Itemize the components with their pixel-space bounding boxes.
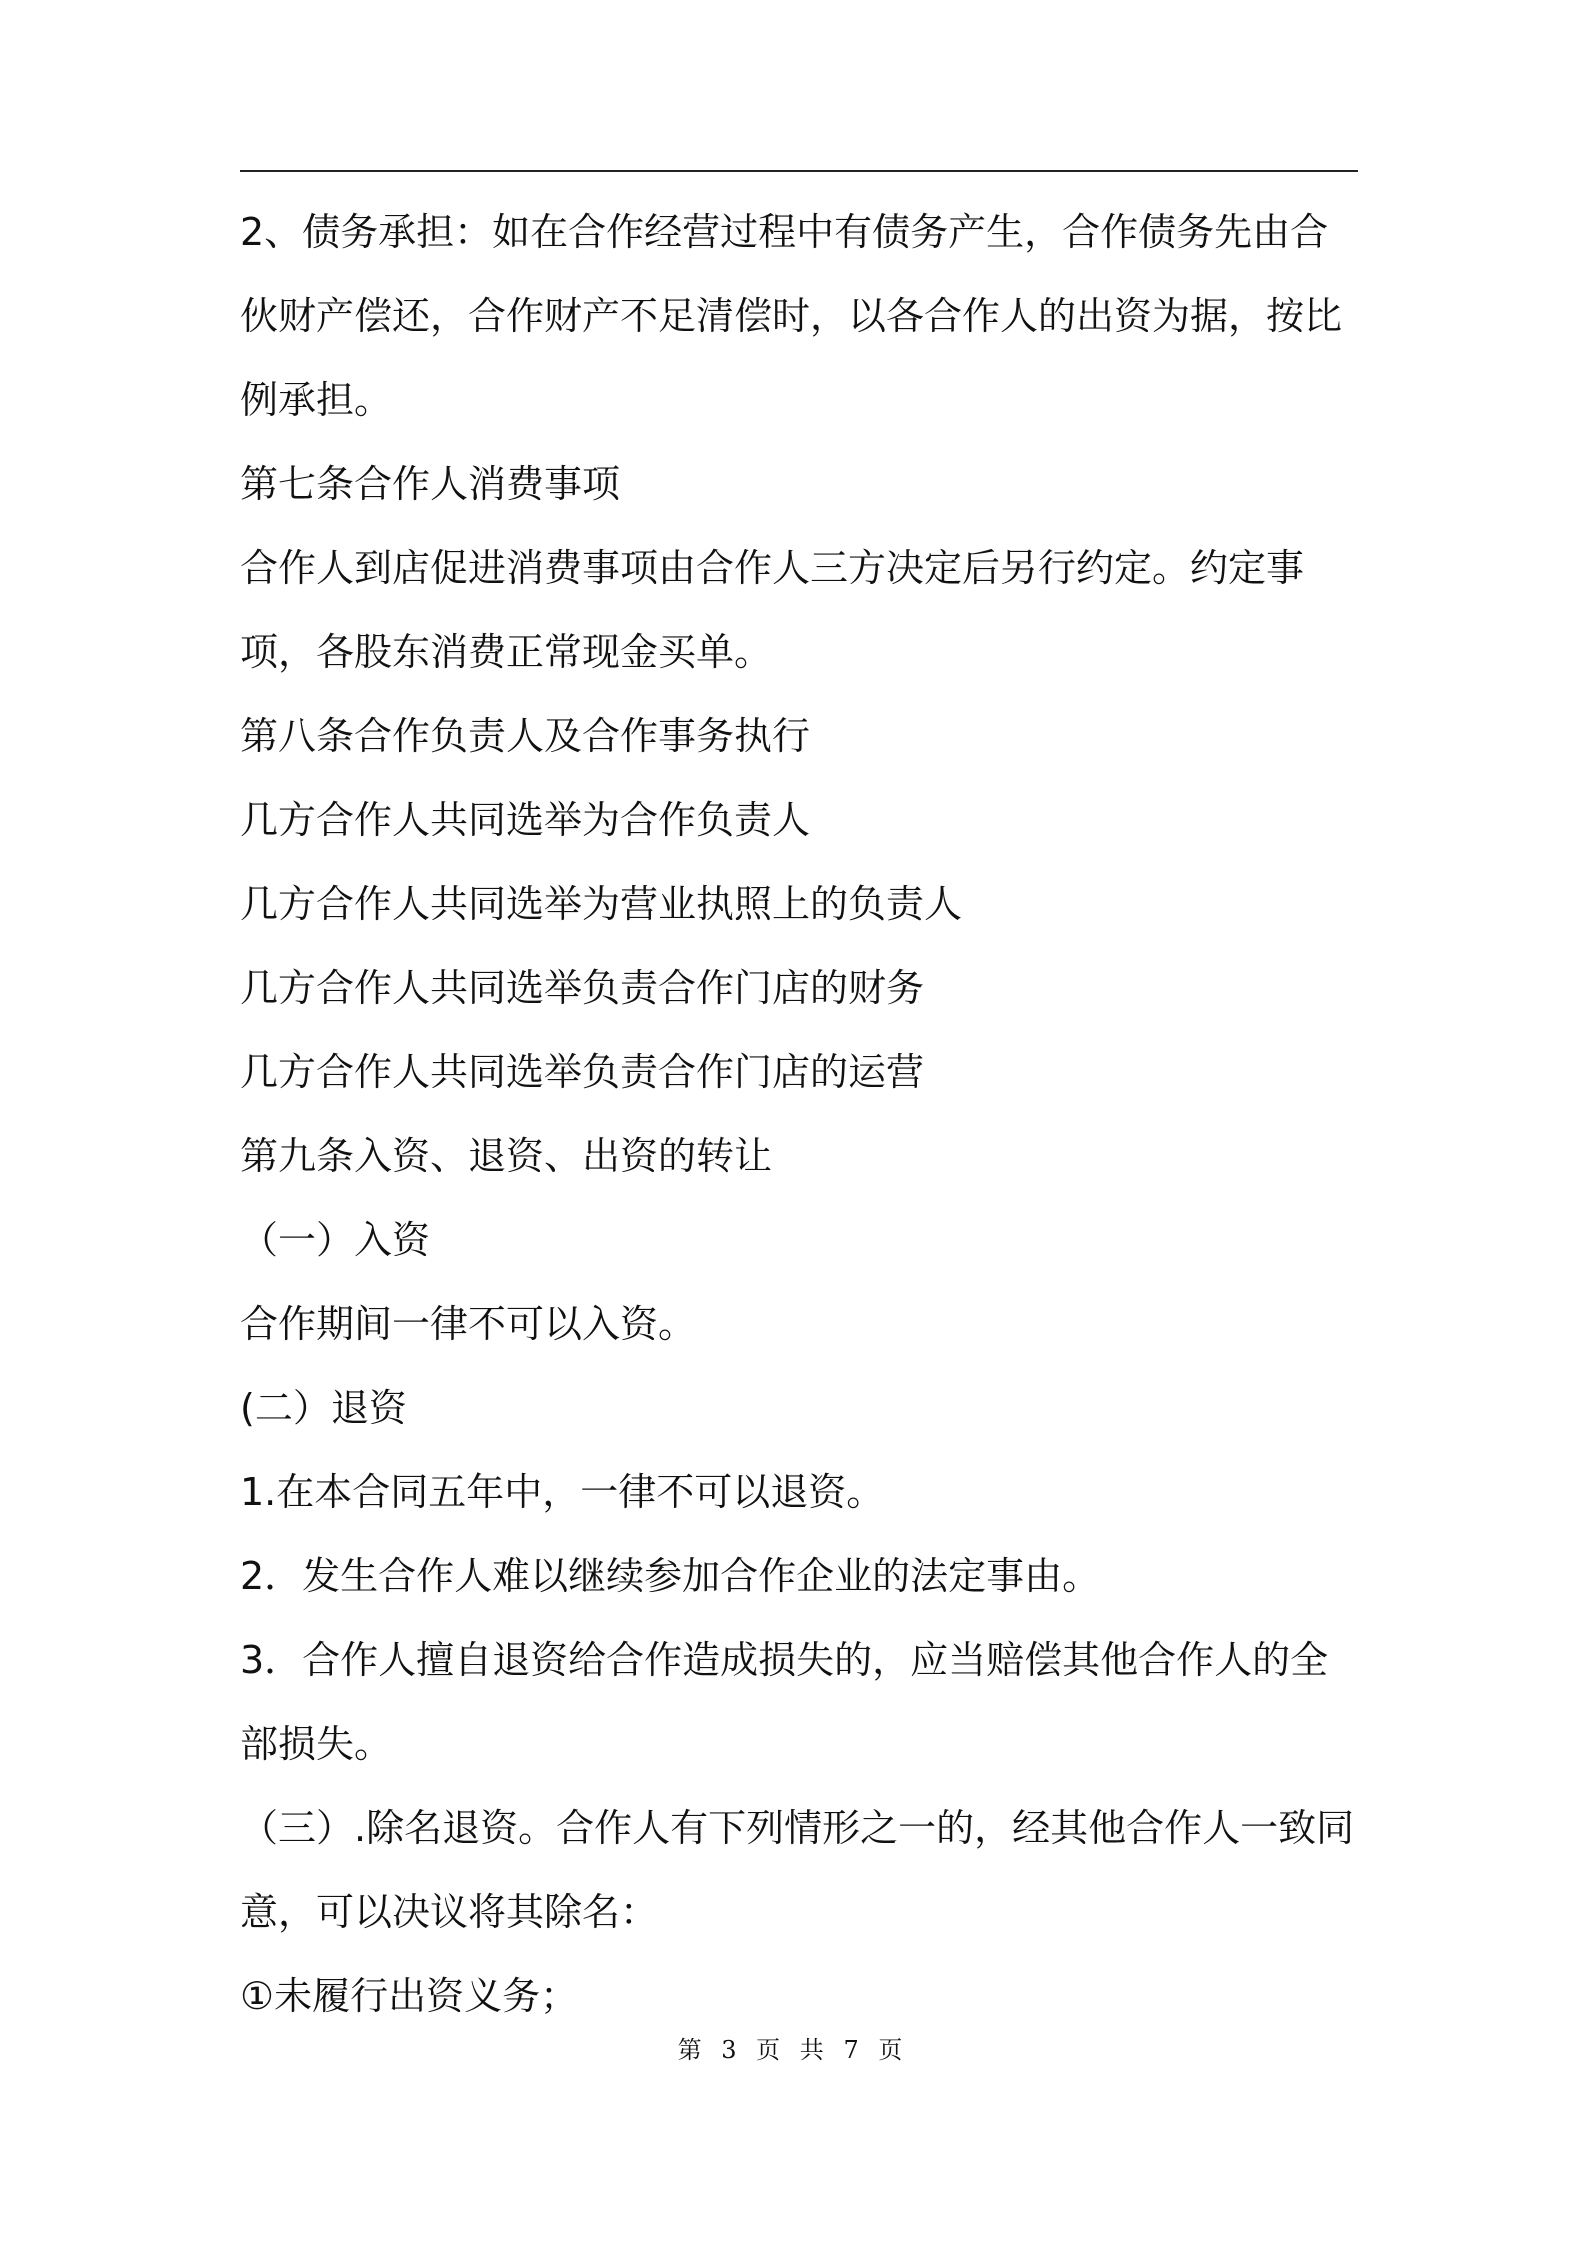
paragraph-finance-lead: 几方合作人共同选举负责合作门店的财务 bbox=[240, 966, 925, 1010]
document-body bbox=[240, 190, 1358, 2038]
paragraph-debt-bearing: 2、债务承担：如在合作经营过程中有债务产生，合作债务先由合伙财产偿还，合作财产不足清偿时，以各合作人的出资为据，按比例承担。 bbox=[240, 210, 1343, 422]
page-number-footer: 第 3 页 共 7 页 bbox=[677, 2036, 909, 2064]
paragraph-no-capital-in: 合作期间一律不可以入资。 bbox=[240, 1302, 697, 1346]
subheading-expulsion: （三）.除名退资。合作人有下列情形之一的，经其他合作人一致同意，可以决议将其除名： bbox=[240, 1806, 1355, 1934]
list-item-withdrawal-2: 2．发生合作人难以继续参加合作企业的法定事由。 bbox=[240, 1554, 1101, 1598]
paragraph-license-lead: 几方合作人共同选举为营业执照上的负责人 bbox=[240, 882, 963, 926]
paragraph-partner-lead: 几方合作人共同选举为合作负责人 bbox=[240, 798, 811, 842]
subheading-capital-in: （一）入资 bbox=[240, 1218, 431, 1262]
article-9-heading: 第九条入资、退资、出资的转让 bbox=[240, 1134, 773, 1178]
list-item-withdrawal-1: 1.在本合同五年中，一律不可以退资。 bbox=[240, 1470, 885, 1514]
subheading-withdrawal: (二）退资 bbox=[240, 1386, 407, 1430]
article-7-heading: 第七条合作人消费事项 bbox=[240, 462, 621, 506]
list-item-withdrawal-3: 3．合作人擅自退资给合作造成损失的，应当赔偿其他合作人的全部损失。 bbox=[240, 1638, 1329, 1766]
list-item-expulsion-1: ①未履行出资义务； bbox=[240, 1974, 579, 2018]
header-divider bbox=[240, 170, 1358, 172]
paragraph-operations-lead: 几方合作人共同选举负责合作门店的运营 bbox=[240, 1050, 925, 1094]
article-8-heading: 第八条合作负责人及合作事务执行 bbox=[240, 714, 811, 758]
paragraph-consumption: 合作人到店促进消费事项由合作人三方决定后另行约定。约定事项，各股东消费正常现金买单。 bbox=[240, 546, 1305, 674]
